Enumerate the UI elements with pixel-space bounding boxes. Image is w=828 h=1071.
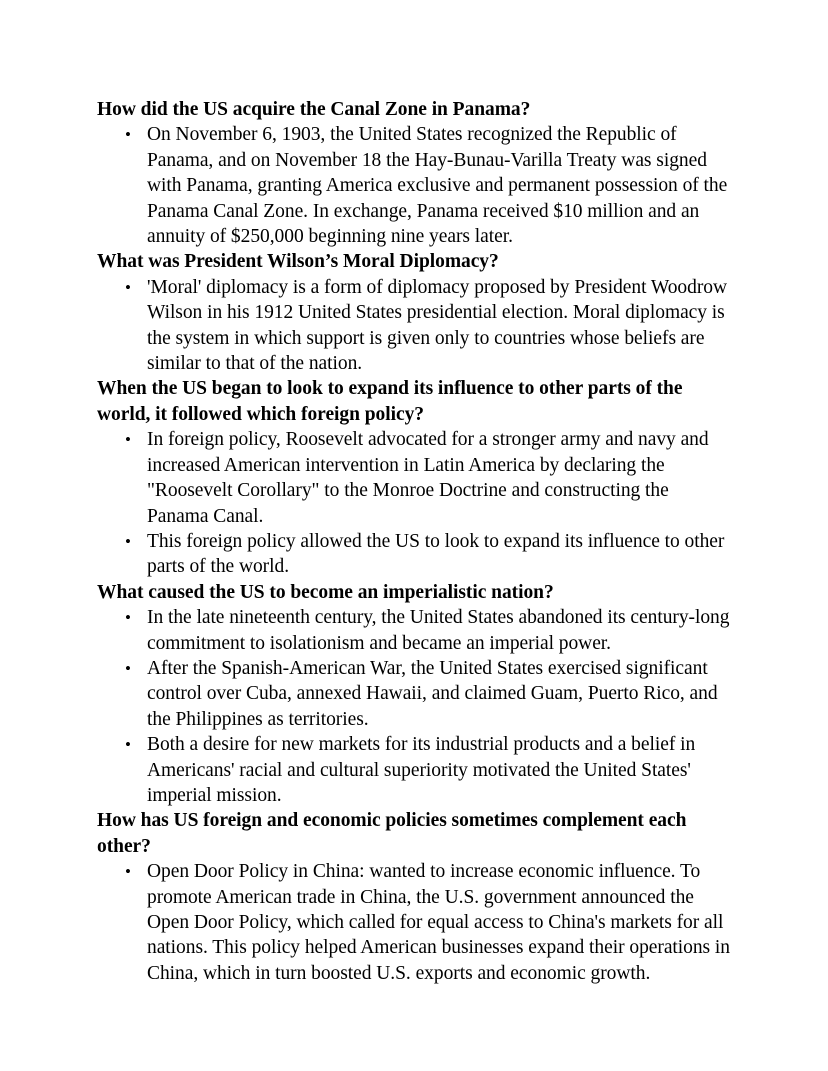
answer-bullet-list [97,859,733,986]
document-content [97,97,733,986]
qa-section [97,376,733,579]
answer-bullet-list [97,122,733,249]
answer-bullet-list [97,427,733,579]
answer-bullet: • Open Door Policy in China: wanted to increase economic influence. To promote American trade in China, the U.S. government announced the Open Door Policy, which called for equal access to China's markets for all nations. This policy helped American businesses expand their operations in China, which in turn boosted U.S. exports and economic growth. [97,859,733,986]
qa-section [97,580,733,809]
answer-bullet: • In foreign policy, Roosevelt advocated for a stronger army and navy and increased American intervention in Latin America by declaring the "Roosevelt Corollary" to the Monroe Doctrine and constructing the Panama Canal. [97,427,733,529]
qa-section [97,249,733,376]
answer-bullet-list [97,275,733,377]
answer-bullet: • After the Spanish-American War, the United States exercised significant control over Cuba, annexed Hawaii, and claimed Guam, Puerto Rico, and the Philippines as territories. [97,656,733,732]
question-heading: How did the US acquire the Canal Zone in Panama? [97,99,531,120]
question-heading: What caused the US to become an imperialistic nation? [97,581,554,603]
qa-section [97,808,733,986]
answer-bullet: • On November 6, 1903, the United States recognized the Republic of Panama, and on November 18 the Hay-Bunau-Varilla Treaty was signed with Panama, granting America exclusive and permanent possession of the Panama Canal Zone. In exchange, Panama received $10 million and an annuity of $250,000 beginning nine years later. [97,122,733,249]
answer-bullet: • This foreign policy allowed the US to look to expand its influence to other parts of the world. [97,529,733,580]
answer-bullet: • 'Moral' diplomacy is a form of diplomacy proposed by President Woodrow Wilson in his 1912 United States presidential election. Moral diplomacy is the system in which support is given only to countries whose beliefs are similar to that of the nation. [97,275,733,377]
question-heading: How has US foreign and economic policies sometimes complement each other? [97,810,687,857]
answer-bullet-list [97,605,733,808]
question-heading: What was President Wilson’s Moral Diplomacy? [97,251,499,273]
answer-bullet: • Both a desire for new markets for its industrial products and a belief in Americans' racial and cultural superiority motivated the United States' imperial mission. [97,732,733,808]
question-heading: When the US began to look to expand its influence to other parts of the world, it followed which foreign policy? [97,378,683,425]
qa-section [97,97,733,249]
answer-bullet: • In the late nineteenth century, the United States abandoned its century-long commitment to isolationism and became an imperial power. [97,605,733,656]
